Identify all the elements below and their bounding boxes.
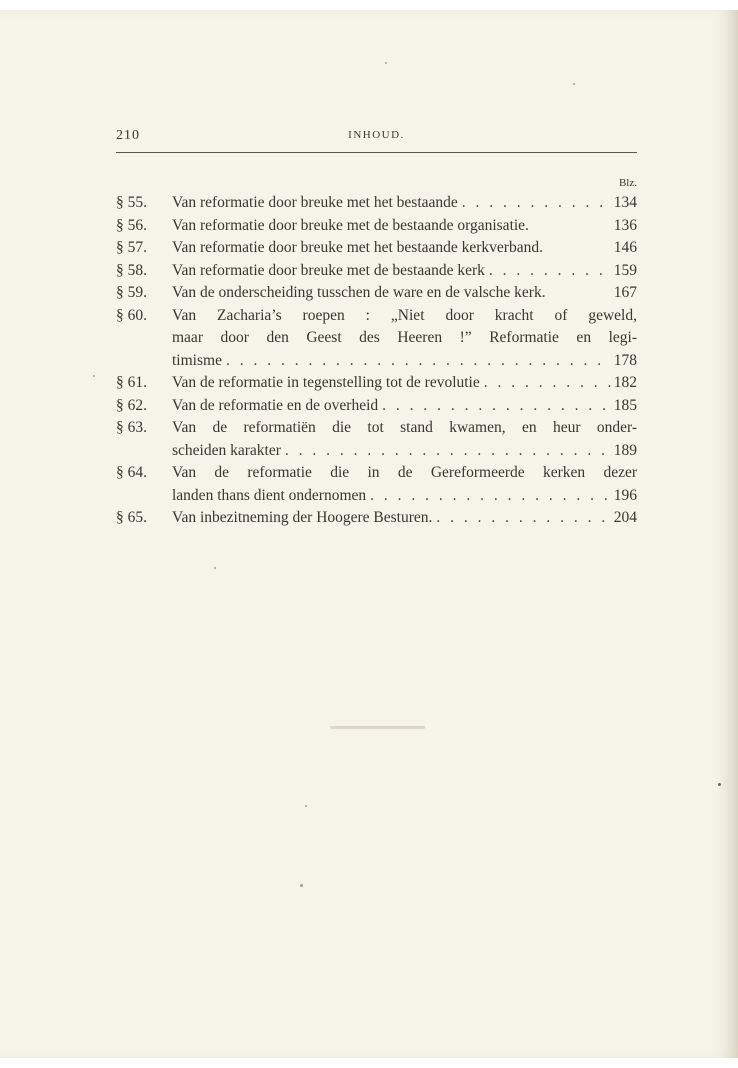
page-reference: 134 [613,194,637,211]
entry-title [172,260,637,283]
dot-leader [281,440,611,463]
entry-title-line [172,507,637,530]
section-number: § 61. [116,374,147,391]
entry-title-line: Van de reformatie die in de Gereformeerde kerken dezer [172,464,637,481]
entry-title [172,215,637,238]
page-reference: 189 [613,441,637,459]
section-number: § 55. [116,194,147,211]
toc-entry [116,215,637,238]
entry-title [172,282,637,305]
dot-leader [432,507,610,530]
section-number: § 56. [116,216,147,234]
entry-title-line [172,260,637,283]
toc-entry [116,192,637,215]
page-reference: 182 [613,374,637,391]
page-reference: 167 [613,284,637,301]
paper-speck [214,567,216,569]
paper-speck [718,783,721,786]
page-reference: 178 [613,351,637,369]
toc-entry [116,417,637,462]
entry-title-text: landen thans dient ondernomen [172,486,367,504]
entry-title-text: scheiden karakter [172,441,281,459]
toc-entry [116,305,637,373]
toc-entry [116,462,637,507]
entry-title [172,417,637,462]
section-number: § 62. [116,396,147,414]
dot-leader [485,260,611,283]
entry-title-text: timisme [172,351,222,369]
page-header [116,128,637,148]
entry-title [172,237,637,260]
book-page [0,10,738,1058]
entry-title-line [172,350,637,373]
section-number: § 60. [116,306,147,324]
entry-title-line [172,237,637,260]
section-number: § 57. [116,239,147,256]
paper-speck [93,375,95,377]
entry-title [172,372,637,395]
page-reference: 196 [613,486,637,504]
entry-title-line [172,485,637,508]
toc-entry [116,282,637,305]
toc-entry [116,507,637,530]
entry-title [172,395,637,418]
page-reference: 204 [613,509,637,526]
table-of-contents [116,192,637,530]
page-reference: 159 [613,261,637,279]
section-number: § 59. [116,284,147,301]
entry-title-text: Van de reformatie en de overheid [172,396,379,414]
section-number: § 65. [116,509,147,526]
section-number: § 63. [116,419,147,436]
entry-title-text: Van inbezitneming der Hoogere Besturen. [172,509,433,526]
paper-speck [385,62,387,64]
entry-title-line: maar door den Geest des Heeren !” Reformatie en legi- [172,329,637,346]
entry-title-text: Van reformatie door breuke met het bestaande [172,194,458,211]
running-title: INHOUD. [348,129,405,141]
section-number: § 64. [116,464,147,481]
toc-entry [116,372,637,395]
entry-title-line [172,282,637,305]
entry-title [172,462,637,507]
dot-leader [378,395,611,418]
dot-leader [480,372,611,395]
entry-title-text: Van reformatie door breuke met de bestaande organisatie. [172,216,529,234]
entry-title-line [172,215,637,238]
entry-title [172,507,637,530]
entry-title-text: Van de reformatie in tegenstelling tot de revolutie [172,374,480,391]
entry-title-line [172,372,637,395]
section-number: § 58. [116,261,147,279]
toc-entry [116,260,637,283]
entry-title-line: Van de reformatiën die tot stand kwamen, en heur onder- [172,419,637,436]
entry-title [172,192,637,215]
paper-speck [305,805,307,807]
dot-leader [222,350,611,373]
entry-title-text: Van reformatie door breuke met het bestaande kerkverband. [172,239,543,256]
toc-entry [116,395,637,418]
toc-entry [116,237,637,260]
dot-leader [366,485,611,508]
paper-speck [300,884,303,887]
header-rule [116,152,637,153]
entry-title-line [172,395,637,418]
paper-speck [573,83,575,85]
entry-title-text: Van de onderscheiding tusschen de ware en de valsche kerk. [172,284,546,301]
dot-leader [458,192,611,215]
page-reference: 185 [613,396,637,414]
paper-smudge [330,726,425,729]
entry-title [172,305,637,373]
page-column-label: Blz. [618,177,637,189]
page-number: 210 [116,128,140,143]
page-reference: 146 [613,239,637,256]
page-reference: 136 [613,216,637,234]
entry-title-text: Van reformatie door breuke met de bestaande kerk [172,261,485,279]
entry-title-line [172,192,637,215]
entry-title-line: Van Zacharia’s roepen : „Niet door kracht of geweld, [172,306,637,324]
entry-title-line [172,440,637,463]
